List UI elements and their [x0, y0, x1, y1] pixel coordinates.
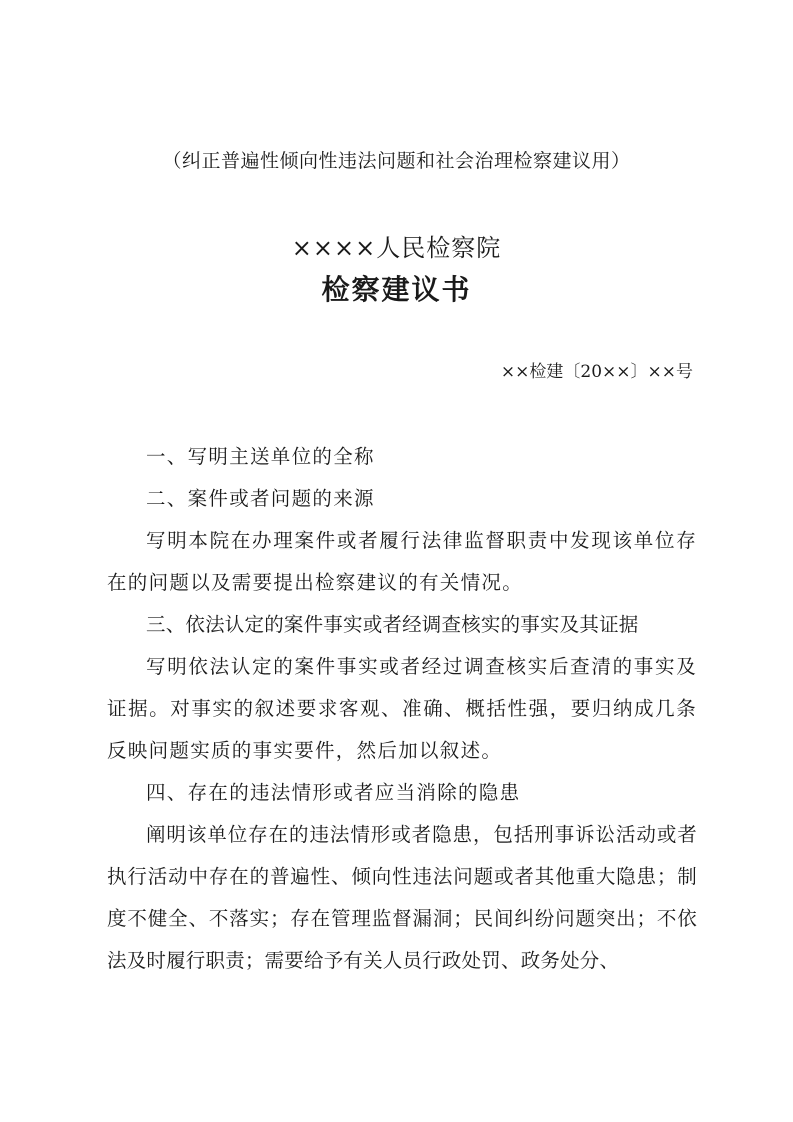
section-heading-facts: 三、依法认定的案件事实或者经调查核实的事实及其证据: [146, 613, 639, 636]
paragraph-facts: 写明依法认定的案件事实或者经过调查核实后查清的事实及证据。对事实的叙述要求客观、准确、概括性强，要归纳成几条反映问题实质的事实要件，然后加以叙述。: [107, 655, 697, 762]
paragraph-violations: 阐明该单位存在的违法情形或者隐患，包括刑事诉讼活动或者执行活动中存在的普遍性、倾向性违法问题或者其他重大隐患；制度不健全、不落实；存在管理监督漏洞；民间纠纷问题突出；不依法及时履行职责；需要给予有关人员行政处罚、政务处分、: [107, 823, 697, 972]
paragraph-source: 写明本院在办理案件或者履行法律监督职责中发现该单位存在的问题以及需要提出检察建议的有关情况。: [107, 529, 697, 594]
organization-name: ××××人民检察院: [291, 234, 502, 262]
usage-note: （纠正普遍性倾向性违法问题和社会治理检察建议用）: [162, 150, 631, 172]
document-number: ××检建〔20××〕××号: [500, 362, 693, 382]
section-heading-source: 二、案件或者问题的来源: [146, 487, 375, 510]
document-body: [107, 436, 697, 982]
section-heading-violations: 四、存在的违法情形或者应当消除的隐患: [146, 781, 521, 804]
section-heading-recipient: 一、写明主送单位的全称: [146, 445, 375, 468]
document-title: 检察建议书: [321, 273, 472, 306]
